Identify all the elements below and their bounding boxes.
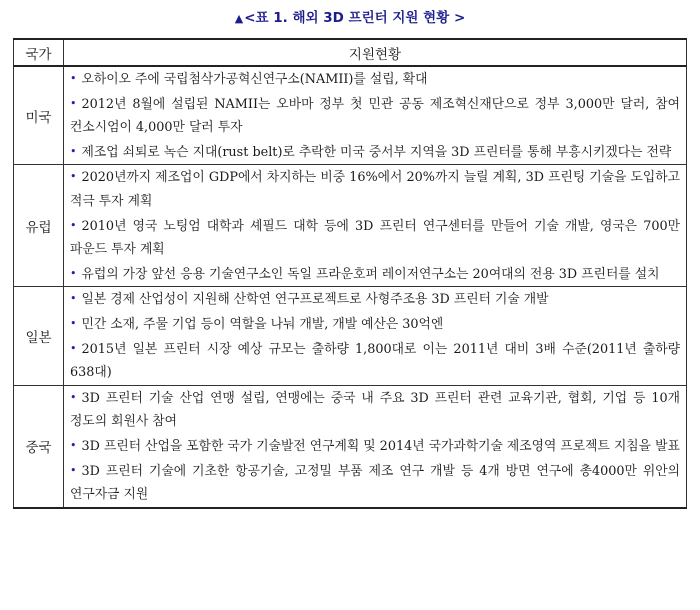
status-item xyxy=(70,92,680,140)
country-cell: 중국 xyxy=(14,385,64,507)
bullet-icon: • xyxy=(70,72,77,85)
status-item-text: 일본 경제 산업성이 지원해 산학연 연구프로젝트로 사형주조용 3D 프린터 기술 개발 xyxy=(81,292,549,308)
country-cell: 일본 xyxy=(14,287,64,385)
status-cell xyxy=(64,385,687,507)
status-item xyxy=(70,312,680,337)
status-item xyxy=(70,67,680,92)
bullet-icon: • xyxy=(70,438,77,452)
bullet-icon: • xyxy=(70,390,77,404)
status-item xyxy=(70,287,680,312)
status-item xyxy=(70,337,680,385)
status-item xyxy=(70,214,680,262)
status-item xyxy=(70,262,680,287)
status-item-text: 2020년까지 제조업이 GDP에서 차지하는 비중 16%에서 20%까지 늘릴 계획, 3D 프린팅 기술을 도입하고 적극 투자 계획 xyxy=(70,170,680,209)
status-item-text: 3D 프린터 기술에 기초한 항공기술, 고정밀 부품 제조 연구 개발 등 4개 방면 연구에 총4000만 위안의 연구자금 지원 xyxy=(70,463,680,503)
status-cell xyxy=(64,165,687,287)
status-item-text: 2010년 영국 노팅엄 대학과 셰필드 대학 등에 3D 프린터 연구센터를 만들어 기술 개발, 영국은 700만 파운드 투자 계획 xyxy=(70,218,680,258)
country-cell: 미국 xyxy=(14,66,64,165)
table-row-japan xyxy=(14,287,687,385)
header-country: 국가 xyxy=(14,39,64,66)
table-row-china xyxy=(14,385,687,507)
status-item-text: 민간 소재, 주물 기업 등이 역할을 나눠 개발, 개발 예산은 30억엔 xyxy=(81,316,444,332)
country-cell: 유럽 xyxy=(14,165,64,287)
caption-text: <표 1. 해외 3D 프린터 지원 현황 > xyxy=(244,10,466,26)
status-item xyxy=(70,140,680,165)
status-cell xyxy=(64,66,687,165)
header-status: 지원현황 xyxy=(64,39,687,66)
bullet-icon: • xyxy=(70,341,77,355)
bullet-icon: • xyxy=(70,266,77,280)
bullet-icon: • xyxy=(70,170,77,184)
status-item-text: 유럽의 가장 앞선 응용 기술연구소인 독일 프라운호퍼 레이저연구소는 20여대의 전용 3D 프린터를 설치 xyxy=(81,266,660,282)
table-caption xyxy=(0,6,700,26)
bullet-icon: • xyxy=(70,292,77,306)
status-item xyxy=(70,459,680,507)
status-item xyxy=(70,165,680,213)
status-item-text: 제조업 쇠퇴로 녹슨 지대(rust belt)로 추락한 미국 중서부 지역을 3D 프린터를 통해 부흥시키겠다는 전략 xyxy=(81,144,672,160)
header-row xyxy=(14,39,687,66)
table-row-europe xyxy=(14,165,687,287)
status-item xyxy=(70,434,680,459)
status-item-text: 3D 프린터 산업을 포함한 국가 기술발전 연구계획 및 2014년 국가과학기술 제조영역 프로젝트 지침을 발표 xyxy=(81,438,680,454)
status-cell xyxy=(64,287,687,385)
bullet-icon: • xyxy=(70,144,77,158)
bullet-icon: • xyxy=(70,316,77,330)
overseas-3d-printer-support-table xyxy=(13,38,687,509)
triangle-up-icon: ▲ xyxy=(234,12,244,25)
status-item-text: 2012년 8월에 설립된 NAMII는 오바마 정부 첫 민관 공동 제조혁신재단으로 정부 3,000만 달러, 참여 컨소시엄이 4,000만 달러 투자 xyxy=(70,96,680,136)
table-row-usa xyxy=(14,66,687,165)
status-item-text: 오하이오 주에 국립첨삭가공혁신연구소(NAMII)를 설립, 확대 xyxy=(81,72,428,87)
status-item-text: 2015년 일본 프린터 시장 예상 규모는 출하량 1,800대로 이는 2011년 대비 3배 수준(2011년 출하량 638대) xyxy=(70,341,680,381)
status-item xyxy=(70,386,680,434)
status-item-text: 3D 프린터 기술 산업 연맹 설립, 연맹에는 중국 내 주요 3D 프린터 관련 교육기관, 협회, 기업 등 10개 정도의 회원사 참여 xyxy=(70,390,680,430)
bullet-icon: • xyxy=(70,463,77,477)
bullet-icon: • xyxy=(70,218,77,232)
bullet-icon: • xyxy=(70,96,77,110)
